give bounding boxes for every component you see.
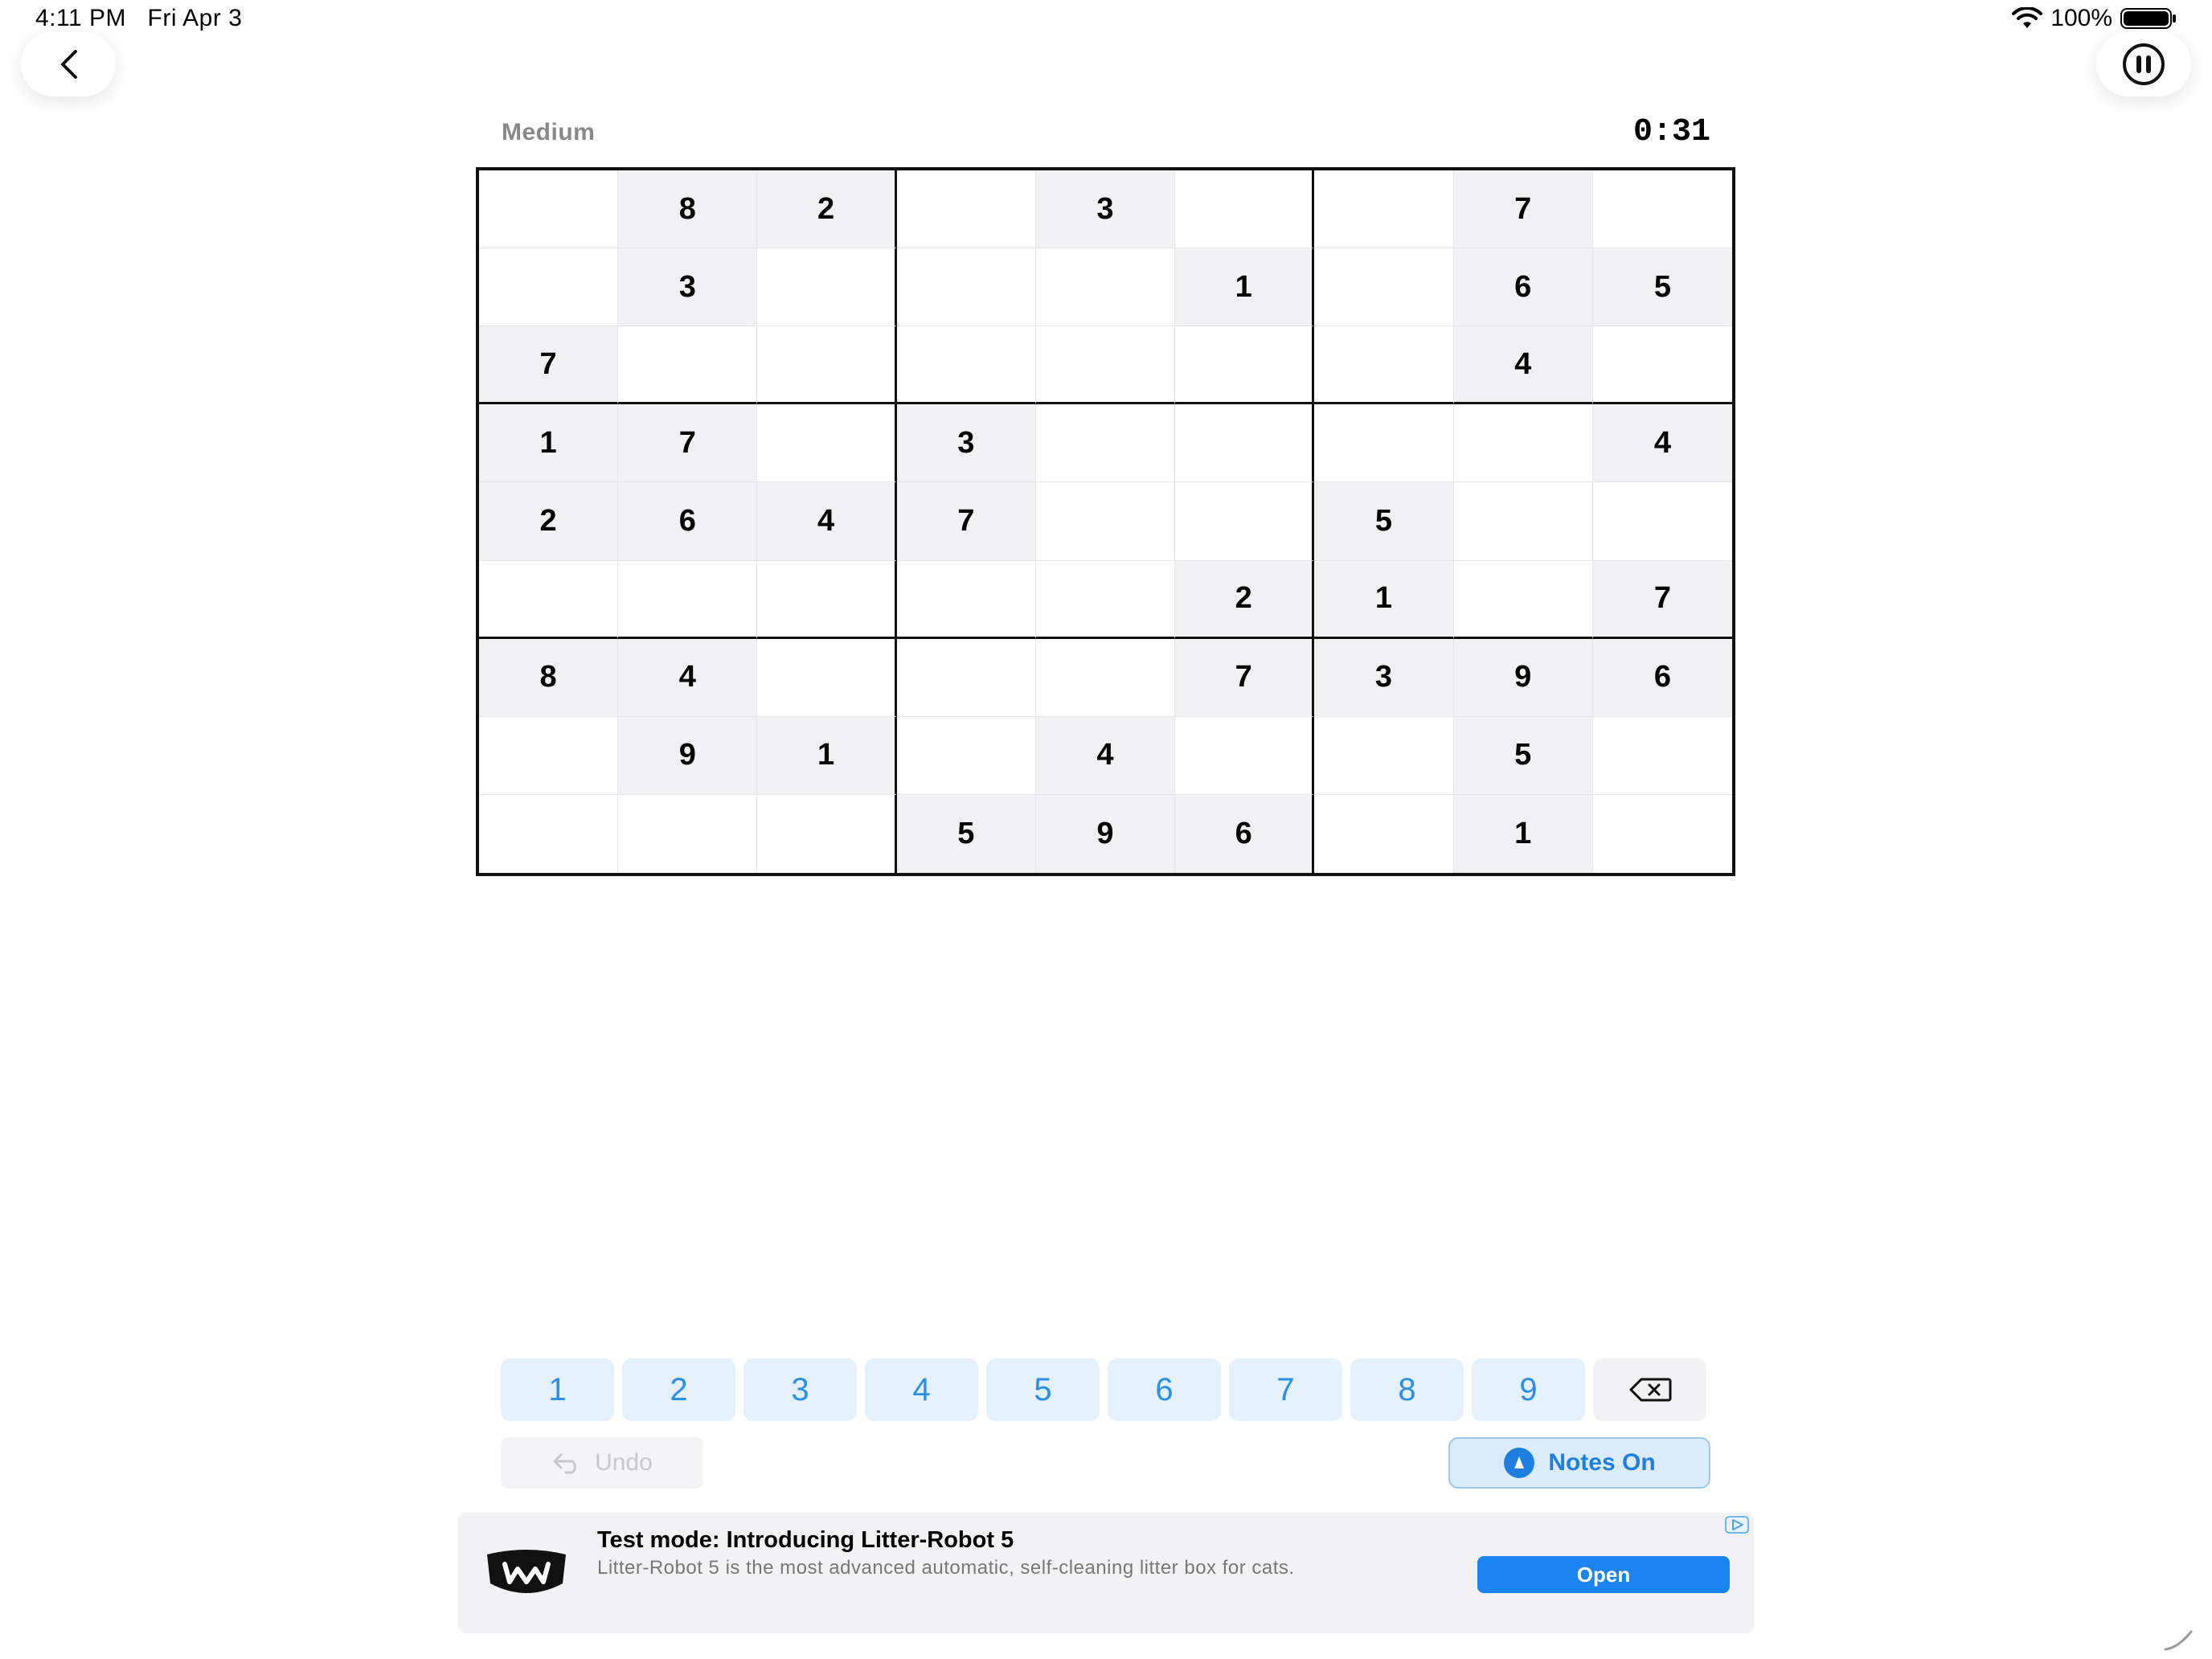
sudoku-cell[interactable]	[1175, 482, 1314, 560]
sudoku-cell[interactable]: 7	[1175, 639, 1314, 717]
sudoku-cell[interactable]	[757, 404, 896, 482]
sudoku-cell[interactable]: 5	[1314, 482, 1453, 560]
number-key-9[interactable]: 9	[1472, 1358, 1585, 1421]
number-pad	[501, 1358, 1706, 1421]
sudoku-cell[interactable]	[1593, 170, 1732, 248]
sudoku-cell[interactable]: 1	[1175, 248, 1314, 326]
battery-percent: 100%	[2050, 5, 2112, 31]
difficulty-label: Medium	[502, 119, 596, 145]
sudoku-cell[interactable]: 4	[757, 482, 896, 560]
sudoku-cell[interactable]	[1454, 404, 1593, 482]
sudoku-cell[interactable]	[897, 326, 1036, 404]
undo-arrow-icon	[551, 1452, 584, 1474]
sudoku-cell[interactable]: 4	[618, 639, 757, 717]
sudoku-cell[interactable]: 9	[618, 717, 757, 795]
sudoku-cell[interactable]: 5	[1454, 717, 1593, 795]
sudoku-cell[interactable]	[479, 248, 618, 326]
back-button[interactable]	[21, 32, 116, 96]
sudoku-cell[interactable]	[618, 795, 757, 873]
sudoku-cell[interactable]	[757, 248, 896, 326]
undo-label: Undo	[595, 1449, 653, 1476]
sudoku-cell[interactable]	[618, 561, 757, 639]
sudoku-cell[interactable]	[1593, 717, 1732, 795]
sudoku-cell[interactable]: 7	[897, 482, 1036, 560]
sudoku-cell[interactable]: 4	[1036, 717, 1175, 795]
sudoku-cell[interactable]	[1036, 326, 1175, 404]
sudoku-cell[interactable]	[897, 717, 1036, 795]
ad-choices-icon[interactable]	[1725, 1516, 1749, 1534]
sudoku-cell[interactable]	[1175, 717, 1314, 795]
number-key-5[interactable]: 5	[986, 1358, 1100, 1421]
status-time: 4:11 PM	[35, 5, 126, 31]
sudoku-cell[interactable]	[1036, 248, 1175, 326]
sudoku-cell[interactable]: 1	[757, 717, 896, 795]
sudoku-cell[interactable]	[897, 639, 1036, 717]
sudoku-cell[interactable]	[1314, 326, 1453, 404]
number-key-3[interactable]: 3	[743, 1358, 857, 1421]
status-date: Fri Apr 3	[147, 5, 243, 31]
status-bar-time-date	[35, 5, 242, 32]
sudoku-cell[interactable]: 2	[757, 170, 896, 248]
sudoku-cell[interactable]	[897, 561, 1036, 639]
sudoku-cell[interactable]	[757, 326, 896, 404]
sudoku-cell[interactable]: 3	[618, 248, 757, 326]
sudoku-cell[interactable]	[1314, 795, 1453, 873]
sudoku-cell[interactable]: 2	[479, 482, 618, 560]
scroll-corner-icon	[2162, 1628, 2194, 1653]
sudoku-cell[interactable]	[479, 170, 618, 248]
notes-label: Notes On	[1548, 1449, 1656, 1476]
sudoku-cell[interactable]: 5	[1593, 248, 1732, 326]
sudoku-cell[interactable]: 3	[1314, 639, 1453, 717]
sudoku-cell[interactable]	[1175, 326, 1314, 404]
sudoku-cell[interactable]	[1175, 404, 1314, 482]
number-key-7[interactable]: 7	[1229, 1358, 1342, 1421]
sudoku-cell[interactable]: 6	[1593, 639, 1732, 717]
sudoku-cell[interactable]	[1036, 482, 1175, 560]
ad-description: Litter-Robot 5 is the most advanced automatic, self-cleaning litter box for cats.	[597, 1557, 1295, 1579]
sudoku-cell[interactable]	[479, 795, 618, 873]
battery-icon	[2120, 8, 2177, 29]
sudoku-cell[interactable]: 7	[479, 326, 618, 404]
sudoku-cell[interactable]: 6	[1454, 248, 1593, 326]
sudoku-cell[interactable]	[1314, 248, 1453, 326]
sudoku-cell[interactable]: 7	[1593, 561, 1732, 639]
sudoku-cell[interactable]: 7	[1454, 170, 1593, 248]
sudoku-cell[interactable]	[1314, 170, 1453, 248]
sudoku-cell[interactable]	[1314, 404, 1453, 482]
wifi-icon	[2012, 7, 2042, 30]
sudoku-cell[interactable]	[1454, 482, 1593, 560]
sudoku-cell[interactable]	[1036, 561, 1175, 639]
sudoku-cell[interactable]: 9	[1036, 795, 1175, 873]
sudoku-cell[interactable]: 3	[897, 404, 1036, 482]
sudoku-cell[interactable]	[757, 795, 896, 873]
number-key-6[interactable]: 6	[1108, 1358, 1221, 1421]
sudoku-cell[interactable]	[897, 248, 1036, 326]
litter-robot-logo	[482, 1546, 571, 1600]
sudoku-board	[476, 167, 1735, 876]
sudoku-cell[interactable]	[1593, 326, 1732, 404]
sudoku-cell[interactable]: 6	[1175, 795, 1314, 873]
sudoku-cell[interactable]	[1593, 482, 1732, 560]
sudoku-cell[interactable]: 8	[479, 639, 618, 717]
sudoku-cell[interactable]: 7	[618, 404, 757, 482]
number-key-2[interactable]: 2	[622, 1358, 735, 1421]
sudoku-cell[interactable]	[1314, 717, 1453, 795]
sudoku-cell[interactable]: 6	[618, 482, 757, 560]
sudoku-cell[interactable]: 4	[1593, 404, 1732, 482]
sudoku-cell[interactable]	[757, 561, 896, 639]
sudoku-cell[interactable]: 1	[1454, 795, 1593, 873]
ad-title: Test mode: Introducing Litter-Robot 5	[597, 1527, 1014, 1553]
sudoku-cell[interactable]	[1593, 795, 1732, 873]
notes-toggle-button[interactable]	[1448, 1437, 1710, 1489]
sudoku-cell[interactable]	[1036, 639, 1175, 717]
sudoku-cell[interactable]	[618, 326, 757, 404]
sudoku-cell[interactable]: 9	[1454, 639, 1593, 717]
delete-button[interactable]	[1593, 1358, 1706, 1421]
number-key-1[interactable]: 1	[501, 1358, 614, 1421]
chevron-left-icon	[56, 48, 80, 80]
sudoku-cell[interactable]	[1454, 561, 1593, 639]
ad-open-button[interactable]: Open	[1477, 1556, 1730, 1593]
sudoku-cell[interactable]: 8	[618, 170, 757, 248]
number-key-8[interactable]: 8	[1350, 1358, 1464, 1421]
undo-button[interactable]	[501, 1437, 703, 1489]
sudoku-cell[interactable]	[479, 561, 618, 639]
sudoku-cell[interactable]	[1036, 404, 1175, 482]
sudoku-cell[interactable]	[479, 717, 618, 795]
pause-button[interactable]	[2096, 32, 2191, 96]
sudoku-cell[interactable]: 2	[1175, 561, 1314, 639]
delete-backspace-icon	[1628, 1378, 1672, 1402]
sudoku-cell[interactable]	[1175, 170, 1314, 248]
game-timer: 0:31	[1632, 114, 1710, 150]
status-bar-right	[2012, 5, 2177, 32]
pause-icon	[2121, 42, 2166, 87]
ad-banner[interactable]	[458, 1513, 1754, 1633]
sudoku-cell[interactable]	[897, 170, 1036, 248]
sudoku-cell[interactable]: 5	[897, 795, 1036, 873]
sudoku-cell[interactable]: 4	[1454, 326, 1593, 404]
number-key-4[interactable]: 4	[865, 1358, 978, 1421]
sudoku-cell[interactable]: 1	[479, 404, 618, 482]
sudoku-cell[interactable]: 1	[1314, 561, 1453, 639]
sudoku-cell[interactable]: 3	[1036, 170, 1175, 248]
pencil-circle-icon	[1503, 1447, 1535, 1479]
sudoku-cell[interactable]	[757, 639, 896, 717]
